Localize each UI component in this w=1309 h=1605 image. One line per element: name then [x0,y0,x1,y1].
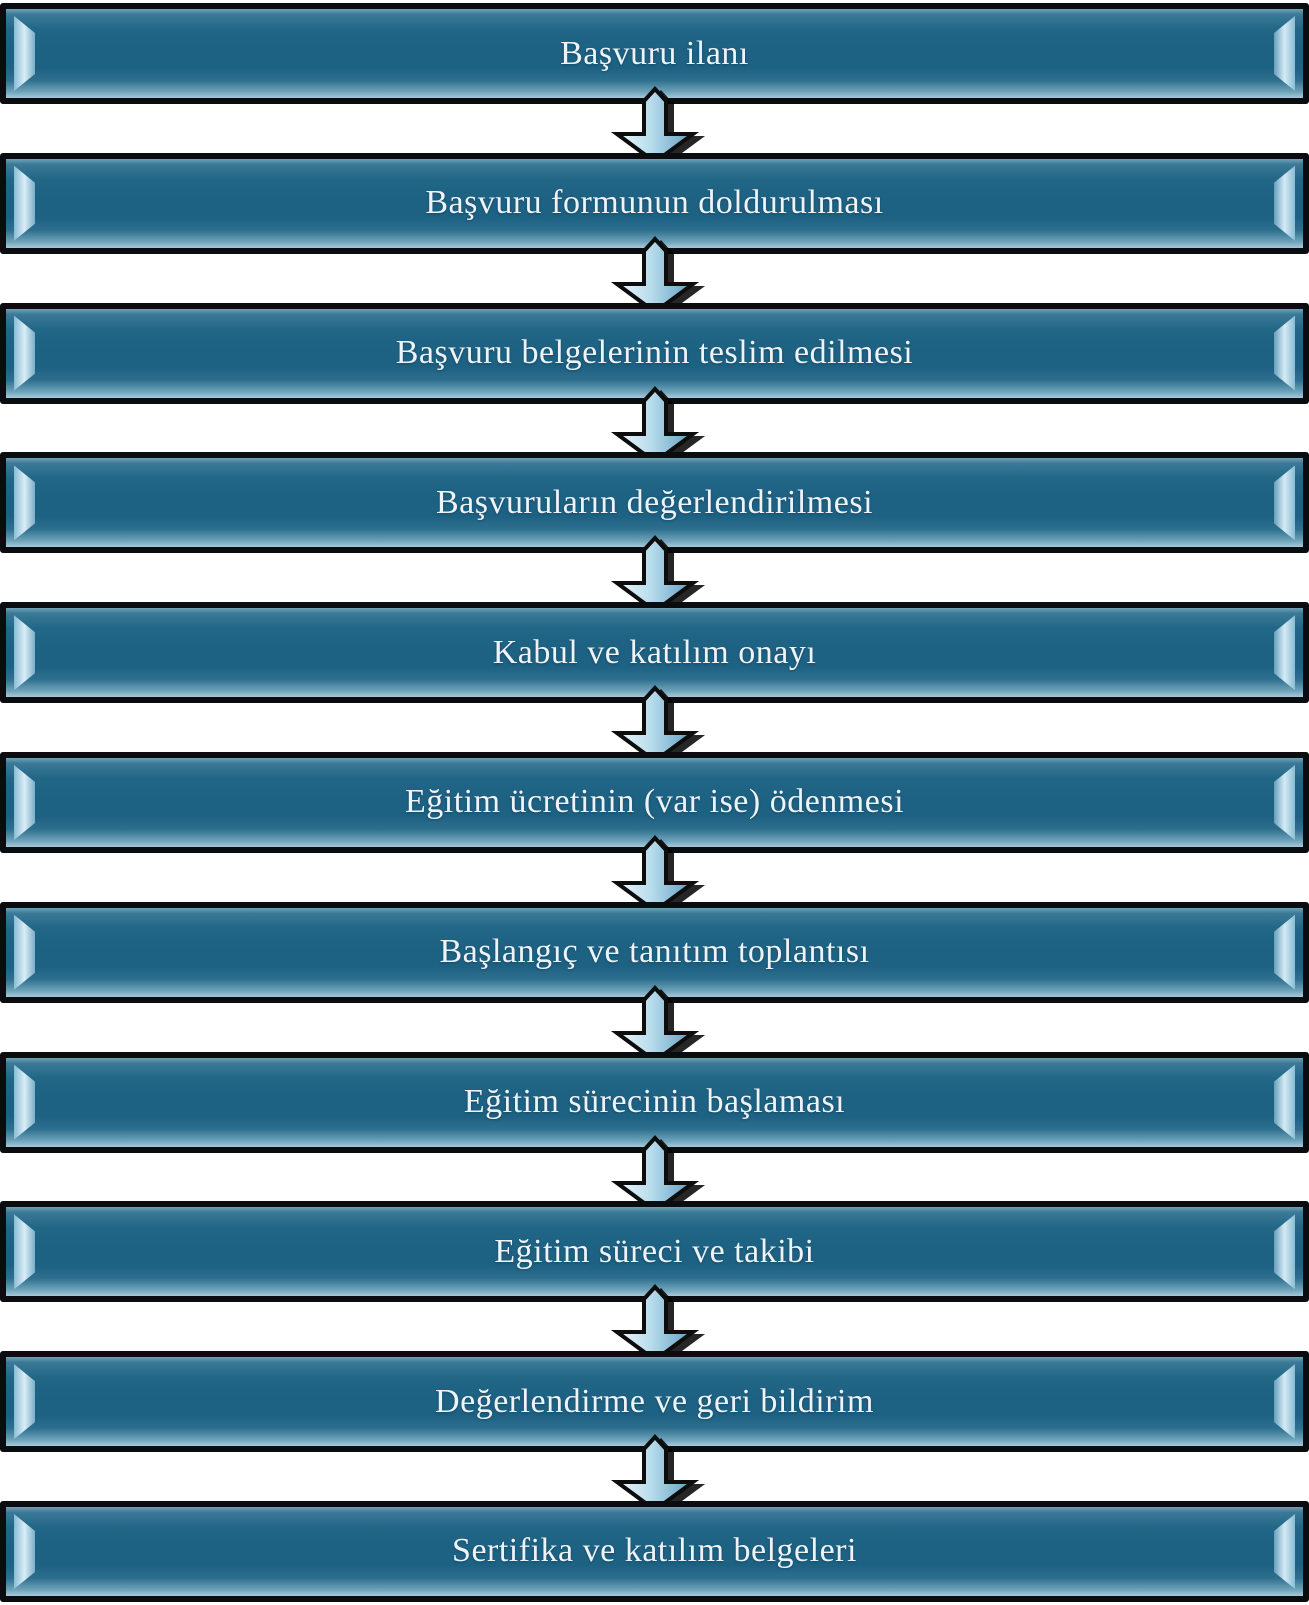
flow-step [0,303,1309,404]
flow-step-label: Başvuruların değerlendirilmesi [435,483,874,521]
flow-step [0,1201,1309,1302]
flow-step [0,1501,1309,1602]
flow-step [0,1052,1309,1153]
flow-step [0,902,1309,1003]
flow-step [0,602,1309,703]
flow-step-label: Başvuru ilanı [560,34,749,72]
flow-step [0,3,1309,104]
flow-step-label: Eğitim sürecinin başlaması [463,1083,846,1121]
flow-step [0,1351,1309,1452]
flow-step [0,452,1309,553]
flow-step-label: Başlangıç ve tanıtım toplantısı [439,933,870,971]
flow-step-label: Başvuru belgelerinin teslim edilmesi [395,334,914,372]
flow-step [0,752,1309,853]
flow-step-label: Başvuru formunun doldurulması [425,184,884,222]
flow-step-label: Sertifika ve katılım belgeleri [452,1532,857,1570]
flow-step-label: Eğitim ücretinin (var ise) ödenmesi [404,783,905,821]
flow-step-label: Eğitim süreci ve takibi [494,1232,815,1270]
flow-step-label: Değerlendirme ve geri bildirim [435,1382,874,1420]
flow-step-label: Kabul ve katılım onayı [492,633,817,671]
flow-step [0,153,1309,254]
